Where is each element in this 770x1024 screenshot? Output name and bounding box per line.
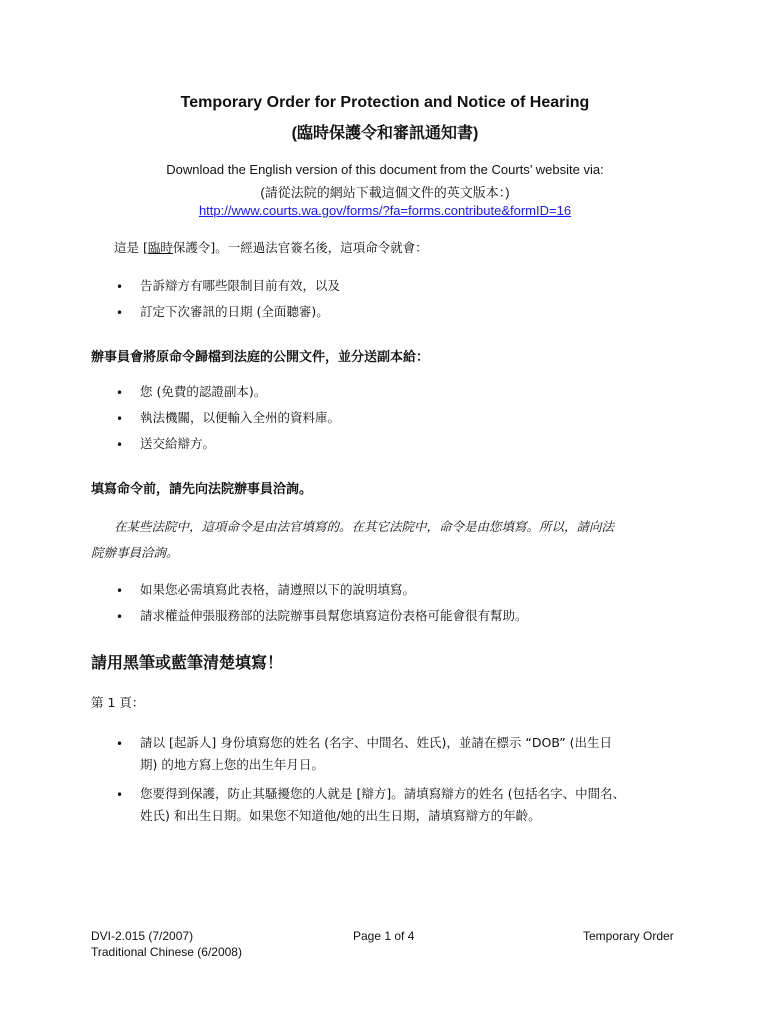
download-note-english: Download the English version of this document from the Courts’ website via:: [166, 162, 604, 177]
bullet-glyph: •: [116, 280, 124, 294]
page1-bullet-line-2: 期) 的地方寫上您的出生年月日。: [140, 757, 324, 772]
bullet-glyph: •: [116, 584, 124, 598]
courts-website-link[interactable]: http://www.courts.wa.gov/forms/?fa=forms.contribute&formID=16: [198, 203, 572, 218]
page-label: 第 1 頁：: [91, 695, 145, 710]
download-note-chinese: (請從法院的網站下載這個文件的英文版本：): [260, 185, 510, 200]
bullet-glyph: •: [116, 610, 124, 624]
title-chinese: (臨時保護令和審訊通知書): [291, 125, 479, 142]
ink-heading: 請用黑筆或藍筆清楚填寫！: [91, 653, 284, 672]
intro-underlined-word: 臨時: [147, 240, 173, 255]
title-english: Temporary Order for Protection and Notice of Hearing: [180, 94, 590, 111]
page1-bullet-line-2: 姓氏) 和出生日期。如果您不知道他/她的出生日期，請填寫辯方的年齡。: [140, 808, 541, 823]
clerk-bullet-item: 送交給辯方。: [140, 436, 216, 451]
page1-bullet-line-1: 您要得到保護，防止其騷擾您的人就是 [辯方]。請填寫辯方的姓名 (包括名字、中間名、: [140, 786, 626, 801]
italic-paragraph-line-2: 院辦事員洽詢。: [91, 545, 179, 560]
footer-document-name: Temporary Order: [583, 929, 674, 943]
footer-language: Traditional Chinese (6/2008): [91, 945, 242, 959]
footer-page-number: Page 1 of 4: [353, 929, 415, 943]
courts-website-link-row: [0, 203, 770, 218]
bullet-glyph: •: [116, 306, 124, 320]
bullet-glyph: •: [116, 386, 124, 400]
ask-clerk-heading: 填寫命令前，請先向法院辦事員洽詢。: [91, 482, 313, 497]
intro-prefix: 這是 [: [114, 240, 148, 255]
intro-suffix: 保護令]。一經過法官簽名後，這項命令就會：: [172, 240, 428, 255]
clerk-bullet-item: 執法機關，以便輸入全州的資料庫。: [140, 410, 341, 425]
intro-bullet-item: 告訴辯方有哪些限制目前有效，以及: [140, 278, 341, 293]
clerk-heading: 辦事員會將原命令歸檔到法庭的公開文件，並分送副本給：: [91, 350, 430, 365]
intro-bullet-item: 訂定下次審訊的日期 (全面聽審)。: [140, 304, 329, 319]
bullet-glyph: •: [116, 438, 124, 452]
bullet-glyph: •: [116, 412, 124, 426]
footer-form-number: DVI-2.015 (7/2007): [91, 929, 194, 943]
fill-bullet-item: 如果您必需填寫此表格，請遵照以下的說明填寫。: [140, 582, 416, 597]
intro-statement: [114, 238, 428, 256]
page1-bullet-line-1: 請以 [起訴人] 身份填寫您的姓名 (名字、中間名、姓氏)，並請在標示 “DOB” (出生日: [140, 735, 613, 750]
fill-bullet-item: 請求權益伸張服務部的法院辦事員幫您填寫這份表格可能會很有幫助。: [140, 608, 528, 623]
bullet-glyph: •: [116, 788, 124, 802]
italic-paragraph-line-1: 在某些法院中，這項命令是由法官填寫的。在其它法院中，命令是由您填寫。所以，請向法: [114, 519, 615, 534]
clerk-bullet-item: 您 (免費的認證副本)。: [140, 384, 267, 399]
bullet-glyph: •: [116, 737, 124, 751]
